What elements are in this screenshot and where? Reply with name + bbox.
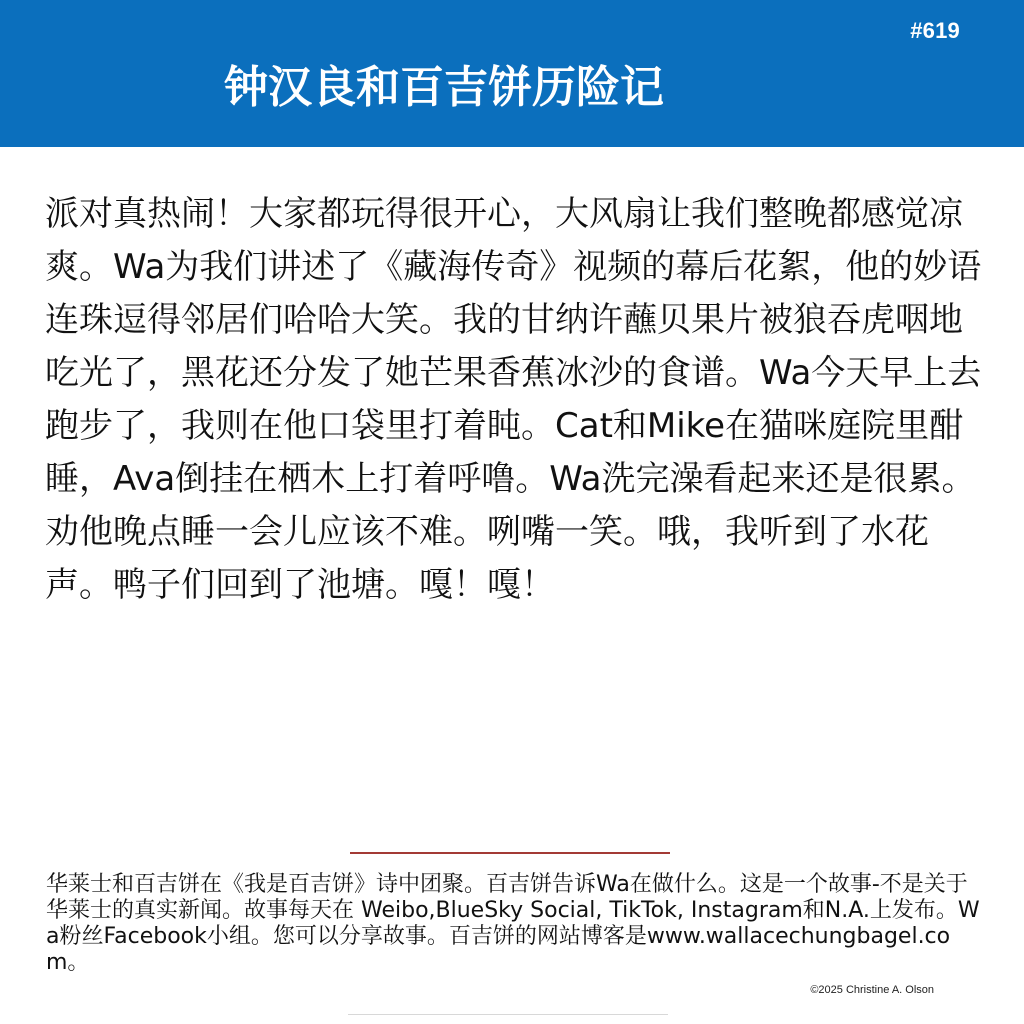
footer-note: 华莱士和百吉饼在《我是百吉饼》诗中团聚。百吉饼告诉Wa在做什么。这是一个故事-不是关于华莱士的真实新闻。故事每天在 Weibo,BlueSky Social, TikTok, Instagram和N.A.上发布。Wa粉丝Facebook小组。您可以分享故事。百吉饼的网站博客是www.wallacechungbagel.com。 — [46, 872, 980, 975]
header-banner — [0, 0, 1024, 147]
page-title: 钟汉良和百吉饼历险记 — [224, 62, 664, 113]
story-text: 派对真热闹！大家都玩得很开心，大风扇让我们整晚都感觉凉爽。Wa为我们讲述了《藏海传奇》视频的幕后花絮，他的妙语连珠逗得邻居们哈哈大笑。我的甘纳许蘸贝果片被狼吞虎咽地吃光了，黑花还分发了她芒果香蕉冰沙的食谱。Wa今天早上去跑步了，我则在他口袋里打着盹。Cat和Mike在猫咪庭院里酣睡，Ava倒挂在栖木上打着呼噜。Wa洗完澡看起来还是很累。劝他晚点睡一会儿应该不难。咧嘴一笑。哦，我听到了水花声。鸭子们回到了池塘。嘎！嘎！ — [45, 194, 982, 605]
footer-divider — [350, 852, 670, 854]
bottom-divider — [348, 1014, 668, 1015]
copyright-text: ©2025 Christine A. Olson — [810, 984, 934, 996]
issue-number: #619 — [910, 18, 960, 43]
